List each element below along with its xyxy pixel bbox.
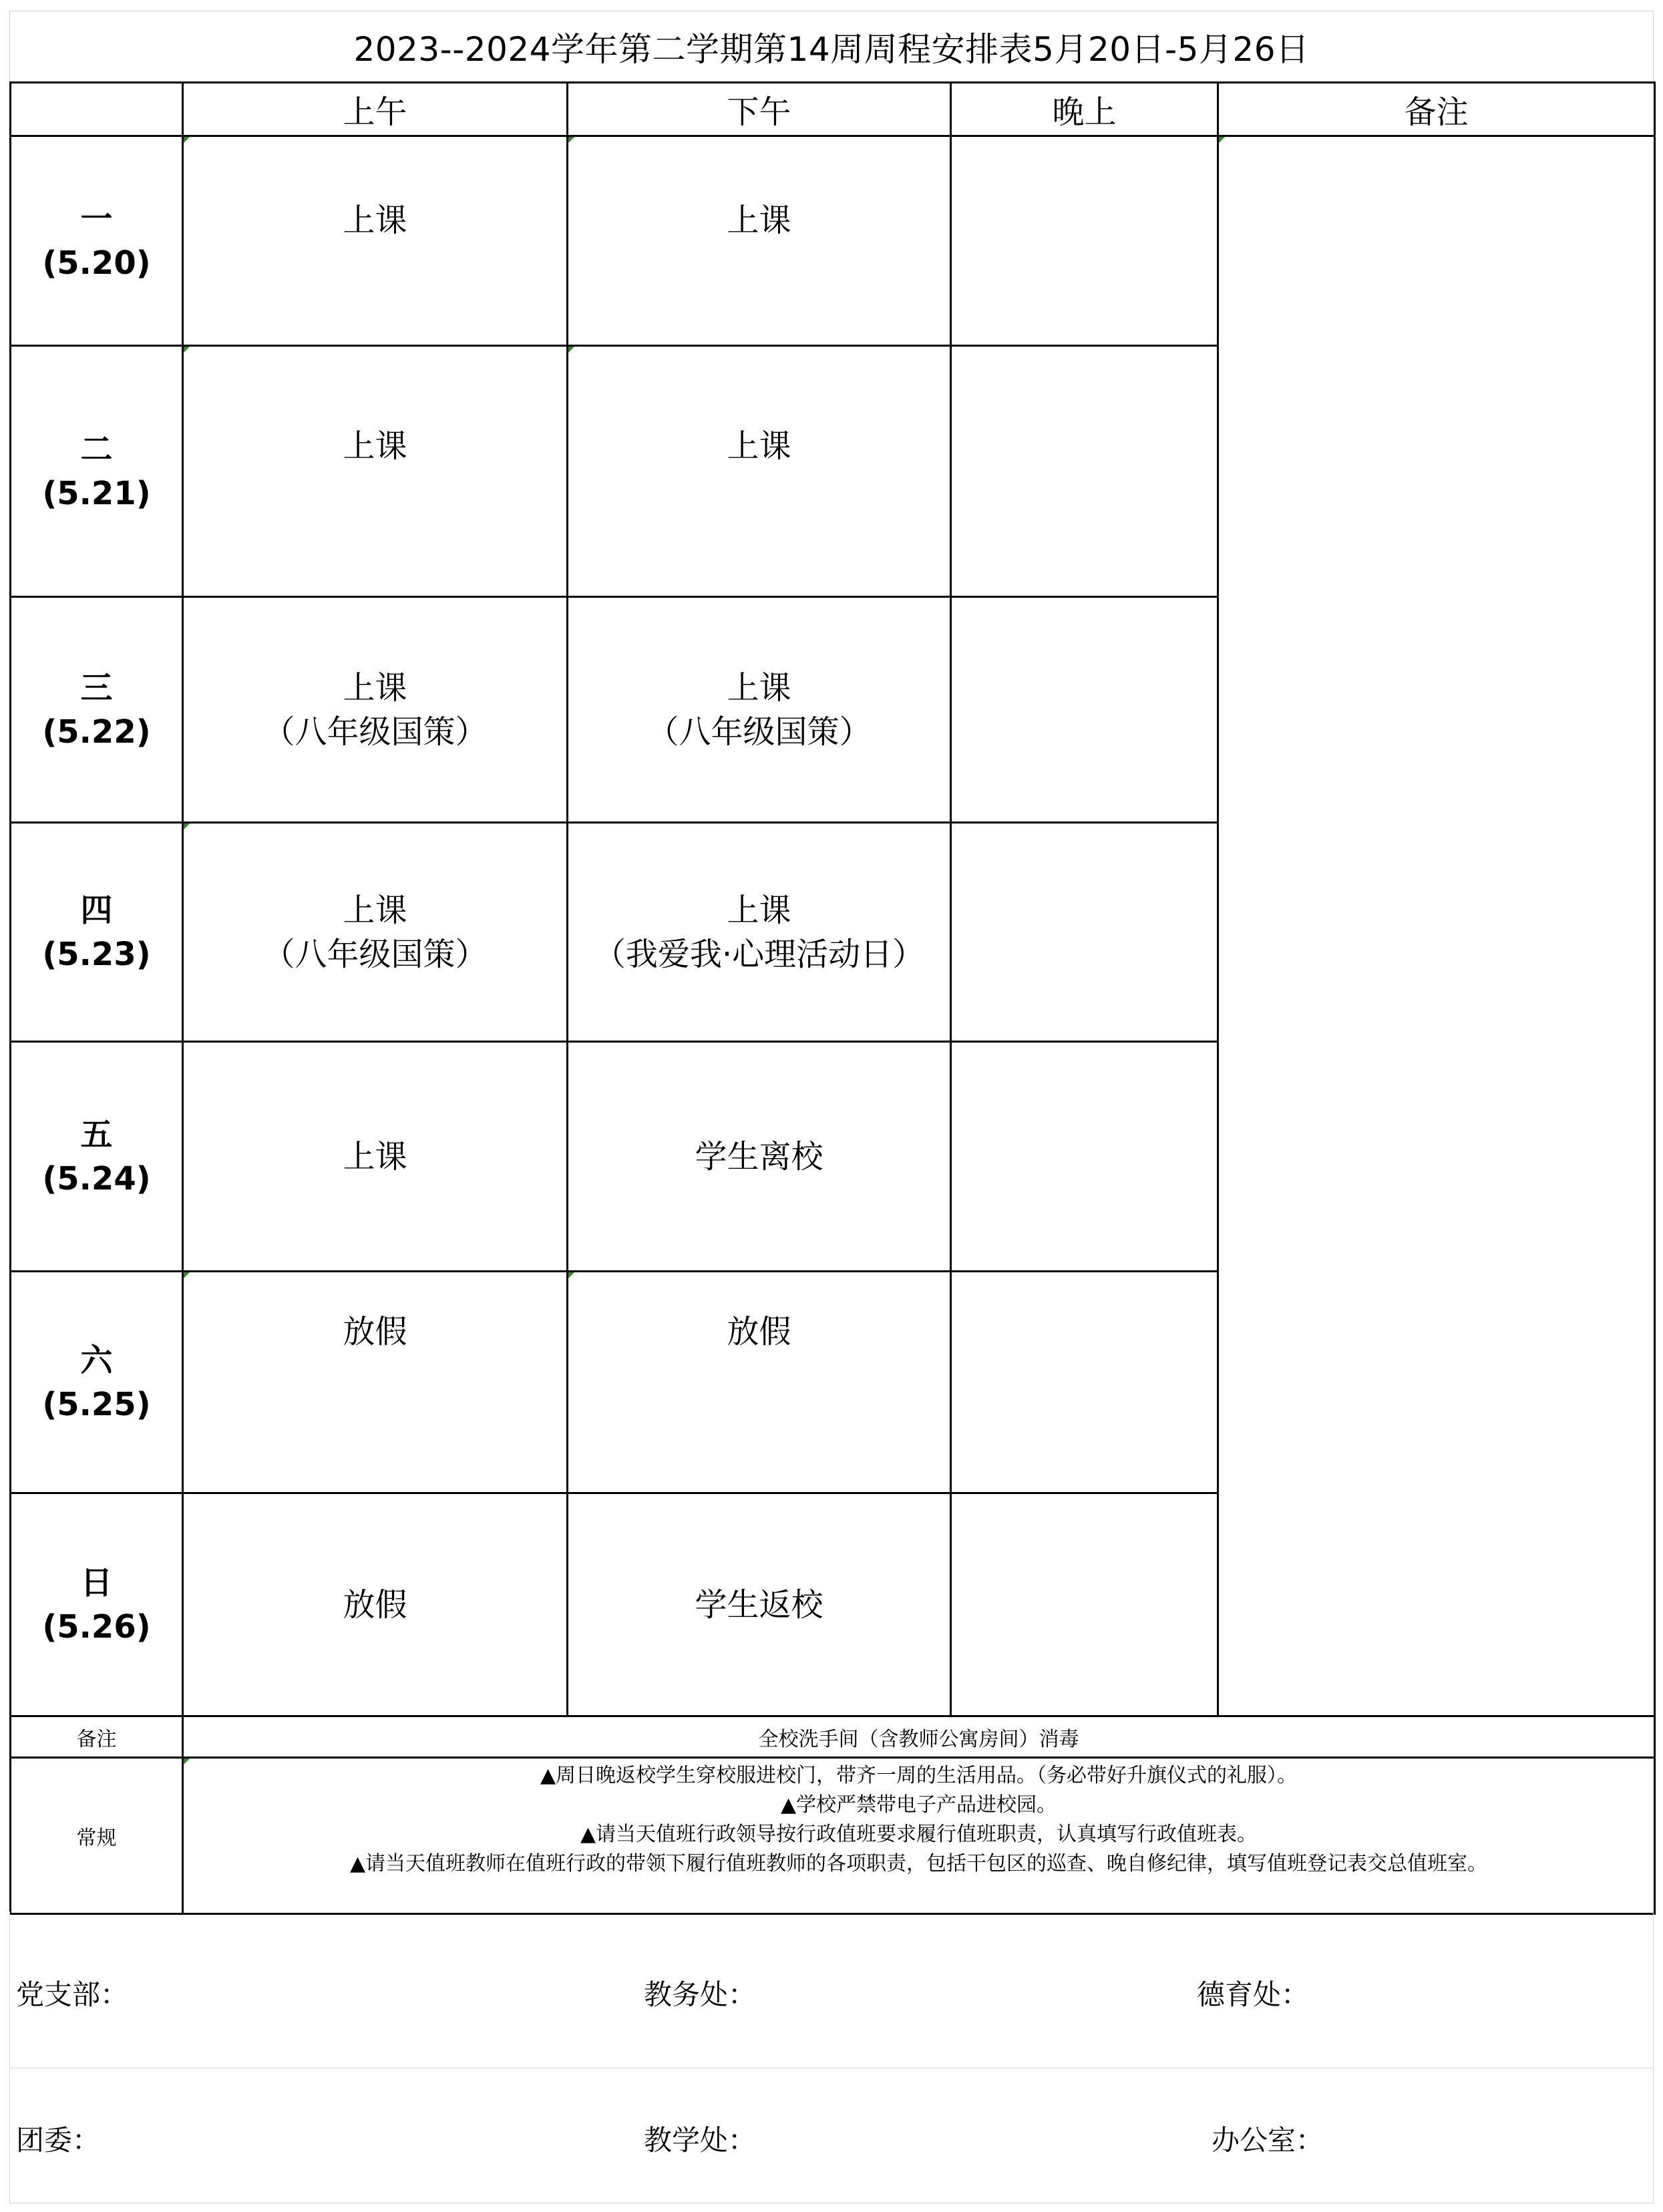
gridline (1653, 1911, 1654, 2203)
afternoon-cell: 放假 (568, 1272, 951, 1493)
routine-line: ▲学校严禁带电子产品进校园。 (780, 1793, 1057, 1817)
afternoon-cell: 学生离校 (568, 1042, 951, 1272)
routine-line: ▲请当天值班行政领导按行政值班要求履行值班职责，认真填写行政值班表。 (580, 1823, 1258, 1846)
afternoon-cell: 上课 (568, 136, 951, 346)
signature-general-office: 办公室： (1212, 2124, 1324, 2157)
header-row (11, 83, 1655, 136)
evening-cell (951, 136, 1218, 346)
evening-cell (951, 597, 1218, 823)
evening-cell (951, 823, 1218, 1042)
day-label: 三 (5.22) (11, 597, 183, 823)
signature-moral-education: 德育处： (1197, 1978, 1310, 2011)
morning-cell: 上课 (183, 346, 568, 597)
routine-label: 常规 (11, 1758, 183, 1914)
morning-cell: 放假 (183, 1272, 568, 1493)
comment-marker-icon (184, 1759, 190, 1765)
notes-label: 备注 (11, 1716, 183, 1758)
evening-cell (951, 346, 1218, 597)
signature-teaching-office: 教学处： (644, 2124, 757, 2157)
morning-cell: 放假 (183, 1493, 568, 1716)
signature-academic-affairs: 教务处： (644, 1978, 757, 2011)
comment-marker-icon (568, 1272, 574, 1278)
routine-row (11, 1758, 1655, 1914)
day-row-mon (11, 136, 1655, 346)
morning-cell: 上课 (183, 136, 568, 346)
routine-line: ▲请当天值班教师在值班行政的带领下履行值班教师的各项职责，包括干包区的巡查、晚自修纪律，填写值班登记表交总值班室。 (349, 1852, 1488, 1875)
comment-marker-icon (184, 823, 190, 830)
evening-cell (951, 1493, 1218, 1716)
afternoon-cell: 学生返校 (568, 1493, 951, 1716)
header-remarks: 备注 (1218, 83, 1655, 136)
day-label: 日 (5.26) (11, 1493, 183, 1716)
day-label: 二 (5.21) (11, 346, 183, 597)
routine-line: ▲周日晚返校学生穿校服进校门，带齐一周的生活用品。（务必带好升旗仪式的礼服）。 (540, 1764, 1298, 1787)
morning-cell: 上课 （八年级国策） (183, 597, 568, 823)
routine-text (183, 1758, 1655, 1914)
day-label: 五 (5.24) (11, 1042, 183, 1272)
comment-marker-icon (184, 347, 190, 353)
signature-party-branch: 党支部： (16, 1978, 129, 2011)
comment-marker-icon (1219, 137, 1225, 143)
comment-marker-icon (568, 347, 574, 353)
day-label: 一 (5.20) (11, 136, 183, 346)
notes-text: 全校洗手间（含教师公寓房间）消毒 (183, 1716, 1655, 1758)
page-title: 2023--2024学年第二学期第14周周程安排表5月20日-5月26日 (9, 11, 1654, 81)
gridline (9, 1911, 10, 2203)
schedule-table (9, 81, 1656, 1915)
comment-marker-icon (568, 137, 574, 143)
corner-cell (11, 83, 183, 136)
header-afternoon: 下午 (568, 83, 951, 136)
afternoon-cell: 上课 (568, 346, 951, 597)
day-label: 四 (5.23) (11, 823, 183, 1042)
evening-cell (951, 1042, 1218, 1272)
signature-youth-league: 团委： (16, 2124, 101, 2157)
morning-cell: 上课 (183, 1042, 568, 1272)
morning-cell: 上课 （八年级国策） (183, 823, 568, 1042)
comment-marker-icon (184, 1272, 190, 1278)
remarks-column-cell (1218, 136, 1655, 1716)
afternoon-cell: 上课 （八年级国策） (568, 597, 951, 823)
comment-marker-icon (184, 137, 190, 143)
afternoon-cell: 上课 （我爱我·心理活动日） (568, 823, 951, 1042)
evening-cell (951, 1272, 1218, 1493)
header-evening: 晚上 (951, 83, 1218, 136)
notes-row (11, 1716, 1655, 1758)
day-label: 六 (5.25) (11, 1272, 183, 1493)
header-morning: 上午 (183, 83, 568, 136)
